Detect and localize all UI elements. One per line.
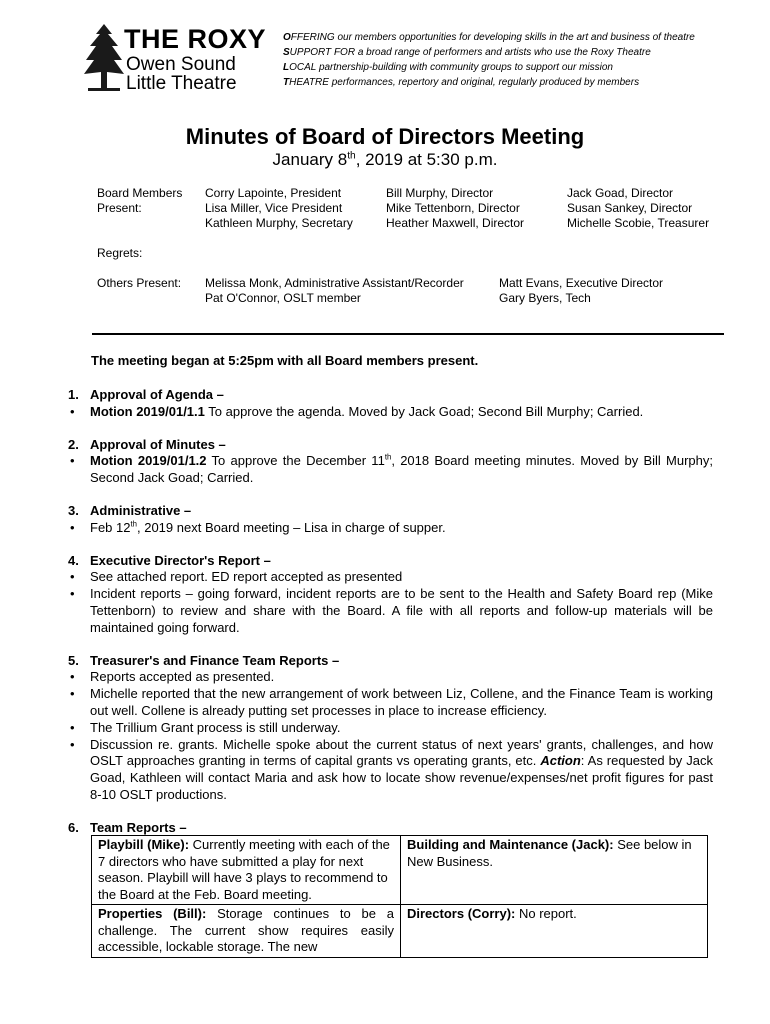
mission-line: OFFERING our members opportunities for developing skills in the art and business of theatre [283,32,695,43]
agenda-items [68,387,713,837]
board-members-col-2: Bill Murphy, Director Mike Tettenborn, Director Heather Maxwell, Director [386,186,525,230]
opening-statement: The meeting began at 5:25pm with all Board members present. [91,353,479,368]
directors-cell: Directors (Corry): No report. [401,905,708,958]
regrets-label: Regrets: [97,246,143,260]
mission-line: THEATRE performances, repertory and original, regularly produced by members [283,77,640,88]
agenda-item-2: 2. Approval of Minutes – • Motion 2019/01/1.2 To approve the December 11th, 2018 Board meeting minutes. Moved by Bill Murphy; Second Jack Goad; Carried. [68,437,713,487]
board-members-col-3: Jack Goad, Director Susan Sankey, Director Michelle Scobie, Treasurer [567,186,710,230]
mission-line: SUPPORT FOR a broad range of performers and artists who use the Roxy Theatre [283,47,651,58]
playbill-cell: Playbill (Mike): Currently meeting with each of the 7 directors who have submitted a play for next season. Playbill will have 3 plays to recommend to the Board at the Feb. Board meeting. [92,836,401,905]
roxy-logo [82,22,267,94]
team-reports-table [91,835,708,958]
agenda-item-4: 4. Executive Director's Report – • See attached report. ED report accepted as presented • Incident reports – going forward, incident reports are to be sent to the Health and Safety Board rep (Mike Tettenborn) to review and share with the Board. A file with all reports and follow-up materials will be maintained going forward. [68,553,713,637]
logo-subtitle-2: Little Theatre [126,73,237,94]
others-present-col-2: Matt Evans, Executive Director Gary Byers, Tech [499,276,664,305]
page-title: Minutes of Board of Directors Meeting [185,124,585,149]
logo-title: THE ROXY [124,24,267,54]
board-members-label: Board Members Present: [97,186,183,215]
building-cell: Building and Maintenance (Jack): See below in New Business. [401,836,708,905]
tree-icon [82,22,126,94]
board-members-col-1: Corry Lapointe, President Lisa Miller, Vice President Kathleen Murphy, Secretary [205,186,353,230]
agenda-item-5: 5. Treasurer's and Finance Team Reports – • Reports accepted as presented. • Michelle reported that the new arrangement of work between Liz, Collene, and the Finance Team is working out well. Collene is already putting set processes in place to increase efficiency. • The Trillium Grant process is still underway. • Discussion re. grants. Michelle spoke about the current status of next years' grants, challenges, and how OSLT approaches granting in terms of capital grants vs operating grants, etc. Action: As requested by Jack Goad, Kathleen will contact Maria and ask how to locate show revenue/expenses/net profit figures for past 8-10 OSLT productions. [68,653,713,804]
properties-cell: Properties (Bill): Storage continues to be a challenge. The current show requires easily accessible, lockable storage. The new [92,905,401,958]
others-present-col-1: Melissa Monk, Administrative Assistant/Recorder Pat O'Connor, OSLT member [205,276,464,305]
agenda-item-6: 6. Team Reports – [68,819,187,835]
mission-line: LOCAL partnership-building with community groups to support our mission [283,62,613,73]
others-present-label: Others Present: [97,276,182,290]
meeting-date: January 8th, 2019 at 5:30 p.m. [272,150,498,169]
agenda-item-3: 3. Administrative – • Feb 12th, 2019 next Board meeting – Lisa in charge of supper. [68,503,713,537]
agenda-item-1: 1. Approval of Agenda – • Motion 2019/01/1.1 To approve the agenda. Moved by Jack Goad; Second Bill Murphy; Carried. [68,387,713,421]
divider [92,333,724,335]
mission-statement [283,30,733,90]
logo-subtitle-1: Owen Sound [126,54,236,75]
